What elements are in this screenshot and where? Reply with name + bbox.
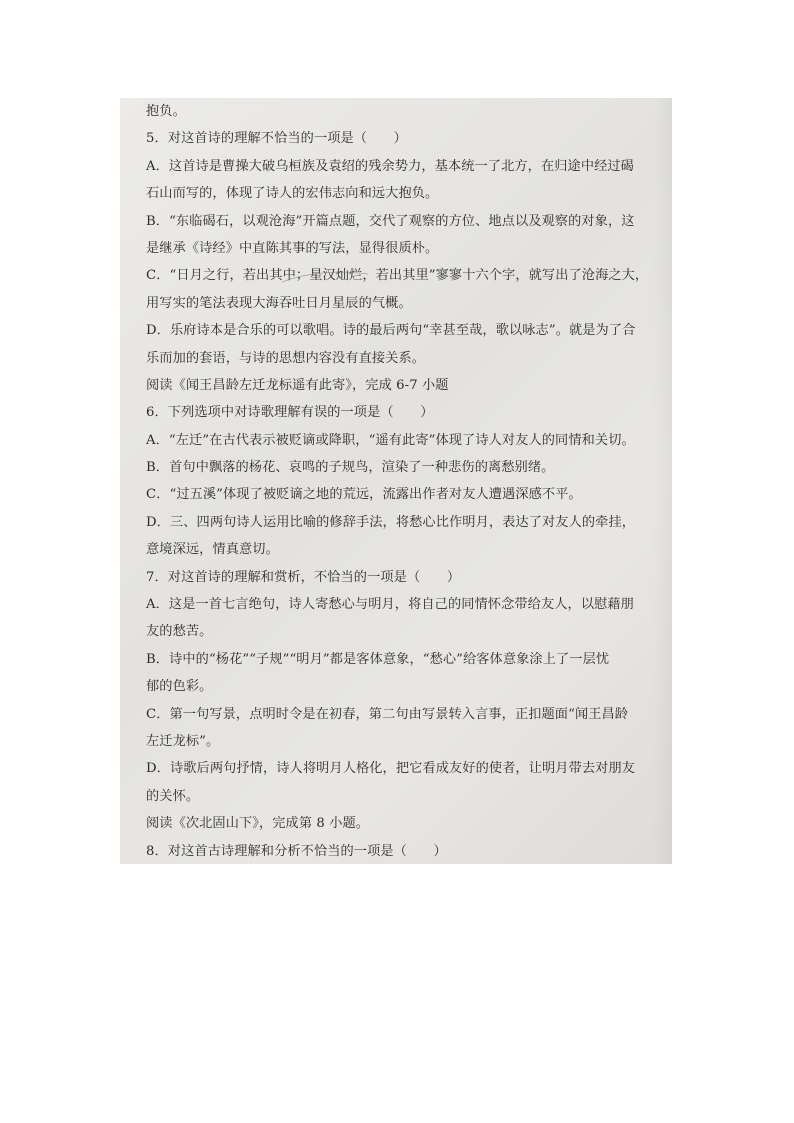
option-7a-line-1: A．这是一首七言绝句，诗人寄愁心与明月，将自己的同情怀念带给友人，以慰藉朋 xyxy=(146,597,634,613)
option-6a: A．“左迁”在古代表示被贬谪或降职，“遥有此寄”体现了诗人对友人的同情和关切。 xyxy=(146,432,635,448)
page-shadow-edge xyxy=(652,98,672,864)
option-6c: C．“过五溪”体现了被贬谪之地的荒远，流露出作者对友人遭遇深感不平。 xyxy=(146,487,582,503)
option-7a-line-2: 友的愁苦。 xyxy=(146,624,213,640)
question-7-stem: 7．对这首诗的理解和赏析，不恰当的一项是（ ） xyxy=(146,569,461,585)
option-5a-line-2: 石山而写的，体现了诗人的宏伟志向和远大抱负。 xyxy=(146,186,439,202)
option-7c-line-1: C．第一句写景，点明时令是在初春，第二句由写景转入言事，正扣题面“闻王昌龄 xyxy=(146,706,629,722)
option-5b-line-1: B．“东临碣石，以观沧海”开篇点题，交代了观察的方位、地点以及观察的对象，这 xyxy=(146,213,635,229)
question-5-stem: 5．对这首诗的理解不恰当的一项是（ ） xyxy=(146,131,407,147)
option-7c-line-2: 左迁龙标”。 xyxy=(146,733,220,749)
scanned-page-photo xyxy=(120,98,672,864)
option-7d-line-2: 的关怀。 xyxy=(146,788,200,804)
option-5d-line-1: D．乐府诗本是合乐的可以歌唱。诗的最后两句“幸甚至哉，歌以咏志”。就是为了合 xyxy=(146,323,636,339)
exam-text xyxy=(146,98,649,864)
option-7b-line-2: 郁的色彩。 xyxy=(146,679,213,695)
pencil-mark xyxy=(280,266,370,286)
option-6b: B．首句中飘落的杨花、哀鸣的子规鸟，渲染了一种悲伤的离愁别绪。 xyxy=(146,460,555,476)
reading-instruction-6-7: 阅读《闻王昌龄左迁龙标遥有此寄》，完成 6-7 小题 xyxy=(146,377,449,393)
reading-instruction-8: 阅读《次北固山下》，完成第 8 小题。 xyxy=(146,816,370,832)
option-5d-line-2: 乐而加的套语，与诗的思想内容没有直接关系。 xyxy=(146,350,426,366)
text-line: 抱负。 xyxy=(146,104,186,119)
option-7b-line-1: B．诗中的“杨花”“子规”“明月”都是客体意象，“愁心”给客体意象涂上了一层忧 xyxy=(146,651,610,667)
option-5c-line-2: 用写实的笔法表现大海吞吐日月星辰的气概。 xyxy=(146,295,412,311)
option-5a-line-1: A．这首诗是曹操大破乌桓族及袁绍的残余势力，基本统一了北方，在归途中经过碣 xyxy=(146,158,634,174)
option-5c-line-1: C．“日月之行，若出其中；星汉灿烂，若出其里”寥寥十六个字，就写出了沧海之大， xyxy=(146,268,649,284)
question-6-stem: 6．下列选项中对诗歌理解有误的一项是（ ） xyxy=(146,405,434,421)
option-5b-line-2: 是继承《诗经》中直陈其事的写法，显得很质朴。 xyxy=(146,240,439,256)
option-6d-line-2: 意境深远，情真意切。 xyxy=(146,542,279,558)
option-6d-line-1: D．三、四两句诗人运用比喻的修辞手法，将愁心比作明月，表达了对友人的牵挂， xyxy=(146,514,636,530)
option-7d-line-1: D．诗歌后两句抒情，诗人将明月人格化，把它看成友好的使者，让明月带去对朋友 xyxy=(146,761,636,777)
question-8-stem: 8．对这首古诗理解和分析不恰当的一项是（ ） xyxy=(146,843,447,859)
